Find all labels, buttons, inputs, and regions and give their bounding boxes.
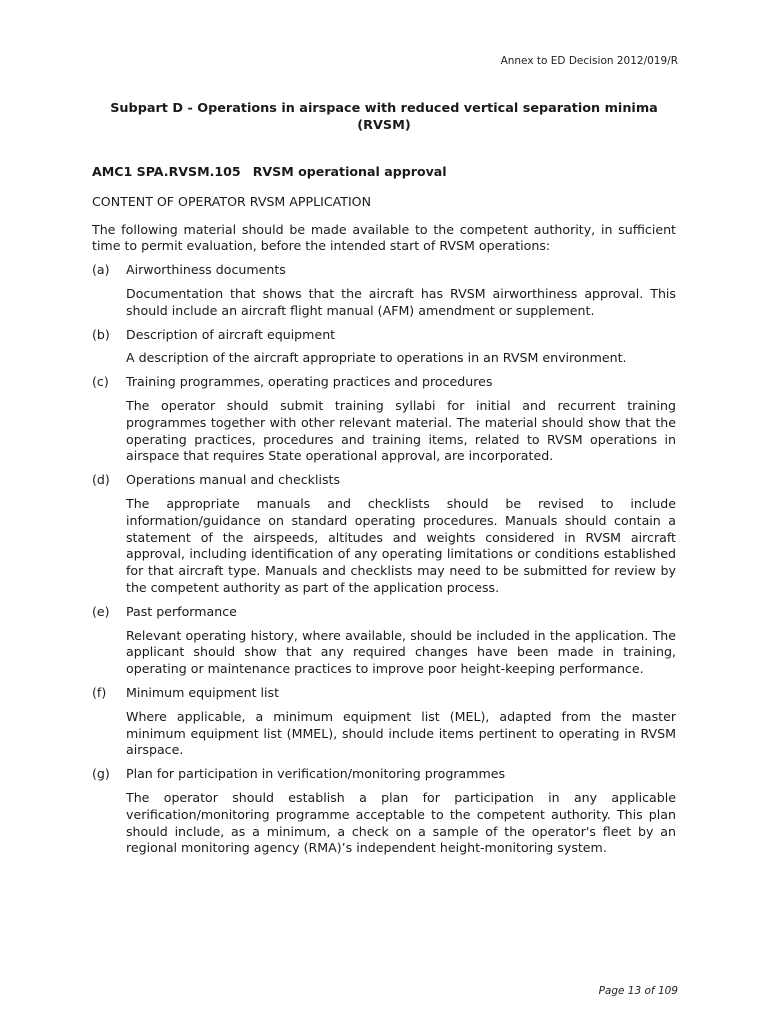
list-item-body: Where applicable, a minimum equipment list (MEL), adapted from the master minimum equipment list (MMEL), should include items pertinent to operating in RVSM airspace. xyxy=(126,708,676,758)
list-item-heading xyxy=(92,262,676,279)
list-item-body: The operator should establish a plan for participation in any applicable verification/monitoring programme acceptable to the competent authority. This plan should include, as a minimum, a check on a sample of the operator's fleet by an regional monitoring agency (RMA)’s independent height-monitoring system. xyxy=(126,789,676,856)
list-item-body: The operator should submit training syllabi for initial and recurrent training programmes together with other relevant material. The material should show that the operating practices, procedures and training items, related to RVSM operations in airspace that requires State operational approval, are incorporated. xyxy=(126,397,676,464)
list-item-heading xyxy=(92,604,676,621)
list-item xyxy=(92,374,676,465)
list-item-heading xyxy=(92,766,676,783)
amc-code: AMC1 SPA.RVSM.105 xyxy=(92,164,241,179)
list-item-title: Operations manual and checklists xyxy=(126,472,341,488)
list-item-body: Documentation that shows that the aircraft has RVSM airworthiness approval. This should include an aircraft flight manual (AFM) amendment or supplement. xyxy=(126,285,676,318)
amc-heading xyxy=(92,164,676,181)
list-item-title: Past performance xyxy=(126,603,237,619)
intro-paragraph: The following material should be made available to the competent authority, in sufficient time to permit evaluation, before the intended start of RVSM operations: xyxy=(92,221,676,254)
list-item-title: Training programmes, operating practices and procedures xyxy=(126,374,493,390)
page-number: Page 13 of 109 xyxy=(598,985,678,997)
section-title: CONTENT OF OPERATOR RVSM APPLICATION xyxy=(92,193,371,209)
list-item xyxy=(92,327,676,368)
list-item-letter: (d) xyxy=(92,472,110,488)
list-item xyxy=(92,685,676,759)
page-content xyxy=(92,164,676,857)
list-item xyxy=(92,766,676,857)
page-header: Annex to ED Decision 2012/019/R xyxy=(500,55,678,67)
list-item-body: Relevant operating history, where available, should be included in the application. The applicant should show that any required changes have been made in training, operating or maintenance practices to improve poor height-keeping performance. xyxy=(126,627,676,677)
list-item-title: Plan for participation in verification/monitoring programmes xyxy=(126,766,506,782)
list-item-letter: (g) xyxy=(92,766,110,782)
list-item-heading xyxy=(92,685,676,702)
list-item xyxy=(92,472,676,597)
list-item-heading xyxy=(92,374,676,391)
amc-title: RVSM operational approval xyxy=(252,164,447,179)
list-item-title: Description of aircraft equipment xyxy=(126,326,336,342)
list-item-heading xyxy=(92,327,676,344)
list-item-body: A description of the aircraft appropriate to operations in an RVSM environment. xyxy=(126,350,627,366)
list-item-letter: (a) xyxy=(92,262,110,278)
list-item xyxy=(92,604,676,678)
list-item-body: The appropriate manuals and checklists should be revised to include information/guidance on standard operating procedures. Manuals should contain a statement of the airspeeds, altitudes and weights considered in RVSM aircraft approval, including identification of any operating limitations or conditions established for that aircraft type. Manuals and checklists may need to be submitted for review by the competent authority as part of the application process. xyxy=(126,495,676,595)
list-item-title: Airworthiness documents xyxy=(126,262,286,278)
list-item-letter: (c) xyxy=(92,374,109,390)
list-item-heading xyxy=(92,472,676,489)
requirements-list xyxy=(92,262,676,857)
list-item-letter: (f) xyxy=(92,684,107,700)
list-item xyxy=(92,262,676,319)
list-item-letter: (e) xyxy=(92,603,110,619)
subpart-title: Subpart D - Operations in airspace with reduced vertical separation minima (RVSM) xyxy=(110,101,658,133)
list-item-title: Minimum equipment list xyxy=(126,684,280,700)
list-item-letter: (b) xyxy=(92,326,110,342)
